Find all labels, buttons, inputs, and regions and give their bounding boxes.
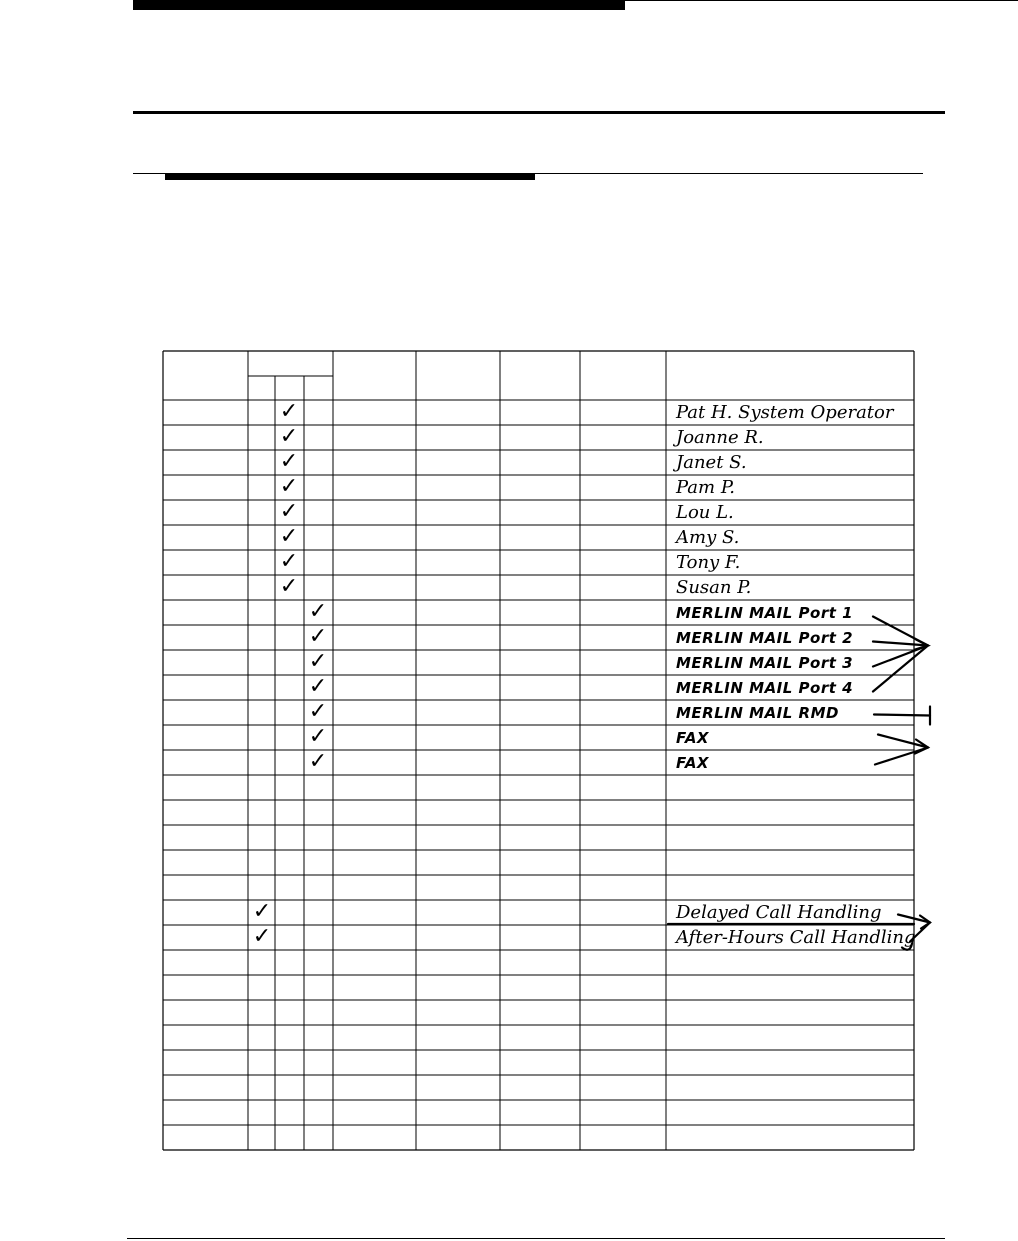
arrow-line	[874, 715, 930, 716]
check-mark: ✓	[308, 599, 328, 624]
check-mark: ✓	[279, 549, 299, 574]
row-note: Amy S.	[676, 527, 740, 548]
row-note: Janet S.	[676, 452, 747, 473]
row-note: Lou L.	[676, 502, 734, 523]
check-mark: ✓	[308, 624, 328, 649]
row-note: MERLIN MAIL Port 1	[676, 604, 854, 622]
check-mark: ✓	[308, 749, 328, 774]
row-note: Susan P.	[676, 577, 752, 598]
row-note: FAX	[676, 729, 709, 747]
row-note: MERLIN MAIL Port 4	[676, 679, 854, 697]
check-mark: ✓	[308, 724, 328, 749]
row-note: MERLIN MAIL Port 2	[676, 629, 854, 647]
row-note: Pam P.	[676, 477, 736, 498]
check-mark: ✓	[308, 674, 328, 699]
check-mark: ✓	[279, 424, 299, 449]
check-mark: ✓	[279, 499, 299, 524]
arrow-line	[878, 735, 928, 748]
check-mark: ✓	[308, 699, 328, 724]
row-note: MERLIN MAIL RMD	[676, 704, 839, 722]
row-note: Tony F.	[676, 552, 741, 573]
check-mark: ✓	[252, 924, 272, 949]
row-note: Joanne R.	[676, 427, 764, 448]
row-note: Pat H. System Operator	[676, 402, 894, 423]
arrow-line	[873, 646, 928, 692]
check-mark: ✓	[252, 899, 272, 924]
row-note: MERLIN MAIL Port 3	[676, 654, 854, 672]
check-mark: ✓	[308, 649, 328, 674]
check-mark: ✓	[279, 449, 299, 474]
check-mark: ✓	[279, 399, 299, 424]
check-mark: ✓	[279, 474, 299, 499]
row-note: After-Hours Call Handling	[676, 927, 916, 948]
check-mark: ✓	[279, 524, 299, 549]
check-mark: ✓	[279, 574, 299, 599]
row-note: Delayed Call Handling	[676, 902, 882, 923]
row-note: FAX	[676, 754, 709, 772]
